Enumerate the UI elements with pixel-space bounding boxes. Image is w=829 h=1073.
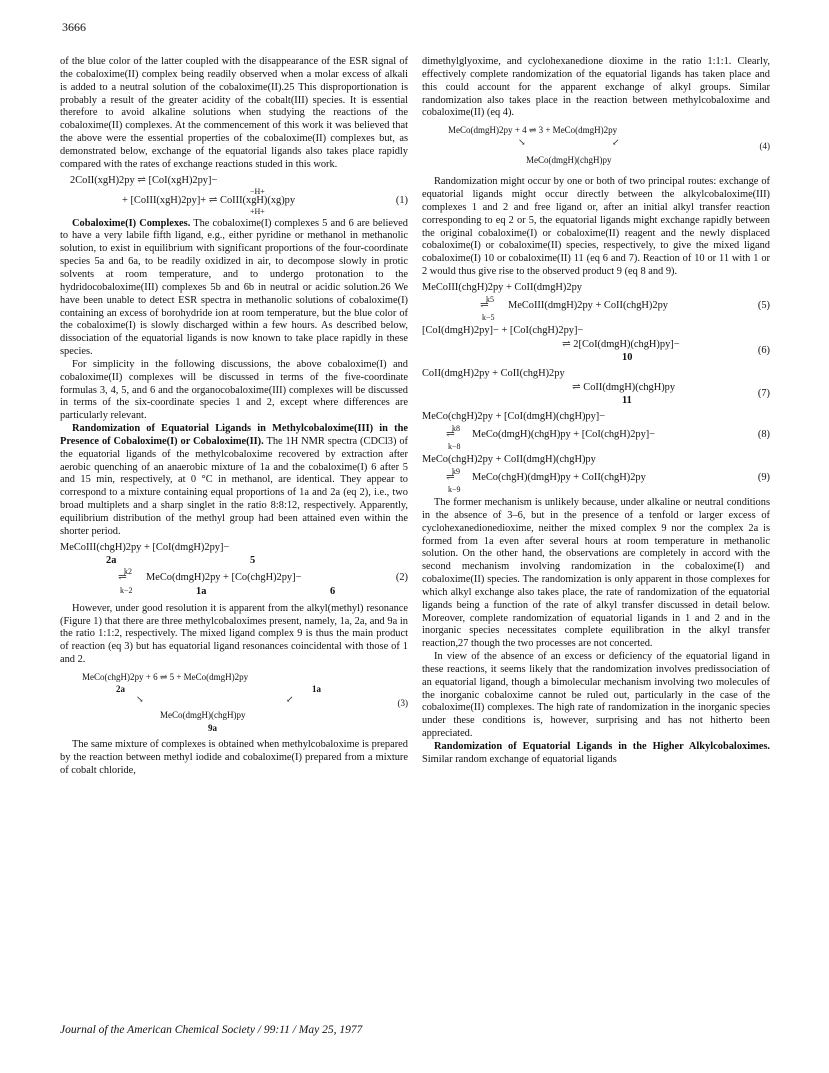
eq5-line2: MeCoIII(dmgH)2py + CoII(chgH)2py	[508, 299, 668, 311]
equation-2	[60, 542, 408, 600]
eq7-line2: ⇌ CoII(dmgH)(chgH)py	[572, 381, 676, 393]
equation-5	[422, 282, 770, 322]
eq4-number: (4)	[759, 141, 770, 152]
paragraph: For simplicity in the following discussions, the above cobaloxime(I) and cobaloxime(II) complexes will be discussed in terms of the five-coordinate formulas 3, 4, 5, and 6 and the organocobaloxime(III) complexes will be discussed in terms of the six-coordinate species 1 and 2, except where differences are particularly relevant.	[60, 358, 408, 422]
eq2-number: (2)	[395, 571, 408, 583]
equation-3	[60, 671, 408, 735]
eq2-arrow: ⇌	[118, 571, 127, 583]
paragraph: The former mechanism is unlikely because, under alkaline or neutral conditions in the absence of 3–6, but in the presence of a tenfold or larger excess of cyclohexanedionedioxime, neither the mixed complex 9 nor the complex 2a is formed from 1a even after several hours at room temperature in methanolic solution. On the other hand, the observations are completely in accord with the second mechanism involving randomization in the cobaloxime(I) and cobaloxime(II) species. The randomization is only apparent in those complexes for which alkyl exchange also takes place, the rate of randomization of the equatorial ligands being a function of the rate of alkyl transfer discussed in detail below. Moreover, complete randomization of equatorial ligands in 1 and 2 and in the inorganic species necessitates complete equilibration in the alkyl transfer reaction,27 though the two processes are not concerted.	[422, 496, 770, 650]
equation-8	[422, 411, 770, 451]
eq4-line1: MeCo(dmgH)2py + 4 ⇌ 3 + MeCo(dmgH)2py	[448, 125, 618, 136]
paragraph: The same mixture of complexes is obtained when methylcobaloxime is prepared by the reaction between methyl iodide and cobaloxime(I) prepared from a mixture of cobalt chloride,	[60, 738, 408, 776]
paragraph: of the blue color of the latter coupled with the disappearance of the ESR signal of the cobaloxime(II) complex being readily observed when a molar excess of alkali is added to a neutral solution of the cobaloxime(II).25 This disproportionation is probably a result of the greater acidity of the cobalt(III) species. It is essential therefore to avoid alkaline solutions when studying the reactions of the cobaloxime(II) complexes. At the commencement of this work it was believed that the above were the essential properties of the cobaloxime(II) complexes but, as demonstrated below, exchange of the equatorial ligands also takes place rapidly compared with the rates of exchange reactions studed in this work.	[60, 56, 408, 170]
eq3-product: MeCo(dmgH)(chgH)py	[160, 709, 246, 720]
eq5-line1: MeCoIII(chgH)2py + CoII(dmgH)2py	[422, 281, 582, 293]
section-heading: Randomization of Equatorial Ligands in the Higher Alkylcobaloximes.	[434, 741, 770, 752]
eq6-number: (6)	[757, 344, 770, 356]
eq6-line2: ⇌ 2[CoI(dmgH)(chgH)py]−	[562, 338, 680, 350]
page-number: 3666	[62, 20, 86, 34]
eq6-label: 10	[622, 351, 633, 363]
section-heading: Randomization of Equatorial Ligands in Methylcobaloxime(III) in the Presence of Cobaloxime(I) or Cobaloxime(II).	[60, 423, 408, 447]
eq3-label: 1a	[312, 683, 321, 694]
eq6-line1: [CoI(dmgH)2py]− + [CoI(chgH)2py]−	[422, 324, 584, 336]
eq5-rate: k−5	[482, 312, 495, 322]
eq8-rate: k−8	[448, 441, 461, 451]
eq9-number: (9)	[757, 471, 770, 483]
eq8-arrow: ⇌	[446, 428, 455, 440]
eq9-rate: k9	[452, 466, 460, 476]
eq2-label: 6	[330, 585, 336, 597]
eq3-label: 9a	[208, 722, 217, 733]
eq9-line1: MeCo(chgH)2py + CoII(dmgH)(chgH)py	[422, 453, 596, 465]
eq2-line1: MeCoIII(chgH)2py + [CoI(dmgH)2py]−	[60, 541, 230, 553]
equation-9	[422, 454, 770, 494]
right-column	[422, 56, 770, 767]
arrow-icon: ↙	[612, 137, 620, 148]
equation-6	[422, 325, 770, 365]
eq1-line1: 2CoII(xgH)2py ⇌ [CoI(xgH)2py]−	[70, 174, 218, 186]
eq2-rate: k−2	[120, 585, 133, 595]
eq3-line1: MeCo(chgH)2py + 6 ⇌ 5 + MeCo(dmgH)2py	[82, 671, 249, 682]
eq1-number: (1)	[395, 194, 408, 206]
paragraph-text: The 1H NMR spectra (CDCl3) of the equatorial ligands of the methylcobaloxime recovered by extraction after aerobic quenching of an anaerobic mixture of 1a and the cobaloxime(I) 6 after 5 and 15 min, respectively, at 0 °C in methanol, are identical. They appear to correspond to a mixture containing equal proportions of 1a and 2a (eq 2), i.e., two broad multiplets and a sharp singlet in the ratio 8:8:12, respectively. Apparently, equilibrium distribution of the methyl group had been attained even within the shorter period.	[60, 435, 408, 537]
eq8-number: (8)	[757, 428, 770, 440]
eq5-arrow: ⇌	[480, 299, 489, 311]
eq5-number: (5)	[757, 299, 770, 311]
eq8-line1: MeCo(chgH)2py + [CoI(dmgH)(chgH)py]−	[422, 410, 606, 422]
arrow-icon: ↘	[518, 137, 526, 148]
eq2-line2: MeCo(dmgH)2py + [Co(chgH)2py]−	[146, 571, 302, 583]
eq7-label: 11	[622, 394, 632, 406]
eq9-line2: MeCo(chgH)(dmgH)py + CoII(chgH)2py	[472, 471, 646, 483]
eq3-number: (3)	[397, 697, 408, 708]
paragraph	[60, 423, 408, 539]
eq8-rate: k8	[452, 423, 460, 433]
paragraph-text: The cobaloxime(I) complexes 5 and 6 are believed to have a very labile fifth ligand, e.g., either pyridine or methanol in methanolic solution, to exist in equilibrium with significant proportions of the four-coordinate species 5a and 6a, to be readily oxidized in air, to decompose slowly in protic solvents at room temperature, and to undergo protonation to the hydridocobaloxime(III) complexes 5b and 6b in neutral or acidic solution.26 We have been unable to detect ESR spectra in methanolic solutions of cobaloxime(I) containing an excess of borohydride ion at room temperature, but the blue color of the cobaloxime(I) is slowly discharged within a few hours. As described below, dissociation of the equatorial ligands is now known to take place rapidly in these species.	[60, 217, 408, 358]
paragraph	[422, 741, 770, 767]
eq8-line2: MeCo(dmgH)(chgH)py + [CoI(chgH)2py]−	[472, 428, 656, 440]
eq1-arrow-bottom: +H+	[250, 206, 265, 216]
arrow-icon: ↘	[136, 693, 144, 704]
equation-4	[422, 124, 770, 172]
paragraph-text: Similar random exchange of equatorial ligands	[422, 753, 617, 765]
arrow-icon: ↙	[286, 693, 294, 704]
journal-footer: Journal of the American Chemical Society / 99:11 / May 25, 1977	[60, 1024, 363, 1036]
paragraph: Randomization might occur by one or both of two principal routes: exchange of equatorial ligands might occur directly between the alkylcobaloxime(III) complexes 1 and 2 and free ligand or, after an initial alkyl transfer reaction corresponding to eq 2 or 5, the equatorial ligands might exchange rapidly between the original cobaloxime(I) or cobaloxime(II) reagent and the newly displaced cobaloxime(I) or cobaloxime(II) species, respectively, to give the mixed ligand cobaloxime(I) 10 or cobaloxime(II) 11 (eq 6 and 7). Reaction of 10 or 11 with 1 or 2 would thus give rise to the observed product 9 (eq 8 and 9).	[422, 176, 770, 278]
eq1-line2: + [CoIII(xgH)2py]+ ⇌ CoIII(xgH)(xg)py	[122, 194, 296, 206]
left-column	[60, 56, 408, 777]
paragraph	[60, 218, 408, 359]
eq7-number: (7)	[757, 387, 770, 399]
section-heading: Cobaloxime(I) Complexes.	[72, 217, 191, 229]
eq9-rate: k−9	[448, 484, 461, 494]
eq1-arrow-top: −H+	[250, 186, 265, 196]
equation-7	[422, 368, 770, 408]
paragraph: dimethylglyoxime, and cyclohexanedione dioxime in the ratio 1:1:1. Clearly, effectively complete randomization of the equatorial ligands has taken place and this could account for the apparent exchange of alkyl groups. Similar randomization also takes place in the reaction between methylcobaloxime and cobaloxime(II) (eq 4).	[422, 56, 770, 119]
equation-1	[60, 175, 408, 215]
eq5-rate: k5	[486, 294, 494, 304]
paragraph: In view of the absence of an excess or deficiency of the equatorial ligand in these reactions, it seems likely that the randomization involves predissociation of an equatorial ligand, though a bimolecular mechanism involving two molecules of the inorganic cobaloxime cannot be ruled out, particularly in the case of the cobaloxime(II) complexes. The high rate of randomization in the inorganic species under these conditions is, however, surprising and has not hitherto been appreciated.	[422, 651, 770, 740]
eq7-line1: CoII(dmgH)2py + CoII(chgH)2py	[422, 367, 565, 379]
eq9-arrow: ⇌	[446, 471, 455, 483]
paragraph: However, under good resolution it is apparent from the alkyl(methyl) resonance (Figure 1) that there are three methylcobaloximes present, namely, 1a, 2a, and 9a in the ratio 1:1:2, respectively. The mixed ligand complex 9 is thus the main product of reaction (eq 3) but has equatorial ligand resonances coincidental with those of 1 and 2.	[60, 602, 408, 666]
eq3-label: 2a	[116, 683, 125, 694]
eq2-label: 1a	[196, 585, 207, 597]
eq2-rate: k2	[124, 566, 132, 576]
eq2-label: 2a	[106, 554, 117, 566]
eq4-product: MeCo(dmgH)(chgH)py	[526, 155, 612, 166]
eq2-label: 5	[250, 554, 256, 566]
